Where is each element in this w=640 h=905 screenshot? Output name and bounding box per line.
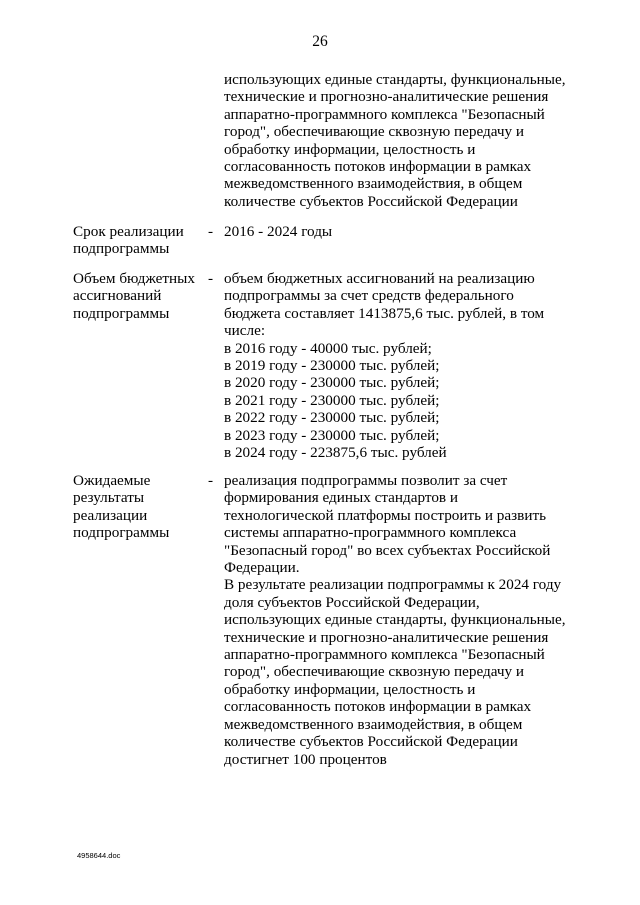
value-line: В результате реализации подпрограммы к 2024 году <box>224 576 562 594</box>
label-line: реализации <box>73 506 148 524</box>
value-line: в 2016 году - 40000 тыс. рублей; <box>224 339 432 357</box>
label-line: Ожидаемые <box>73 472 151 489</box>
value-line: в 2023 году - 230000 тыс. рублей; <box>224 426 440 444</box>
value-line: объем бюджетных ассигнований на реализацию <box>224 270 535 287</box>
text-line: аппаратно-программного комплекса "Безопасный <box>224 105 545 123</box>
value-line: технологической платформы построить и развить <box>224 506 547 524</box>
page-number: 26 <box>312 33 328 50</box>
label-line: подпрограммы <box>73 524 170 542</box>
row-dash: - <box>208 472 214 489</box>
value-line: в 2022 году - 230000 тыс. рублей; <box>224 409 440 427</box>
value-line: в 2020 году - 230000 тыс. рублей; <box>224 374 440 392</box>
value-line: числе: <box>224 322 266 340</box>
label-line: подпрограммы <box>73 304 170 322</box>
value-line: "Безопасный город" во всех субъектах Российской <box>224 541 551 559</box>
value-line: доля субъектов Российской Федерации, <box>224 593 480 611</box>
value-line: реализация подпрограммы позволит за счет <box>224 472 508 489</box>
text-line: обработку информации, целостность и <box>224 140 476 158</box>
value-line: подпрограммы за счет средств федерального <box>224 287 514 305</box>
row-value <box>224 223 584 240</box>
value-line: обработку информации, целостность и <box>224 680 476 698</box>
value-line: технические и прогнозно-аналитические решения <box>224 628 549 646</box>
value-line: количестве субъектов Российской Федерации <box>224 733 518 751</box>
value-line: Федерации. <box>224 559 300 577</box>
value-line: системы аппаратно-программного комплекса <box>224 524 517 542</box>
value-line: достигнет 100 процентов <box>224 750 387 768</box>
value-line: формирования единых стандартов и <box>224 489 459 507</box>
row-label <box>73 270 203 322</box>
value-line: 2016 - 2024 годы <box>224 223 333 240</box>
value-line: аппаратно-программного комплекса "Безопасный <box>224 646 545 664</box>
label-line: ассигнований <box>73 287 162 305</box>
continuation-text <box>224 71 584 210</box>
value-line: в 2019 году - 230000 тыс. рублей; <box>224 357 440 375</box>
value-line: город", обеспечивающие сквозную передачу и <box>224 663 525 681</box>
row-value <box>224 472 584 768</box>
text-line: город", обеспечивающие сквозную передачу и <box>224 123 525 141</box>
document-filename: 4958644.doc <box>77 851 121 860</box>
row-label <box>73 472 203 542</box>
value-line: межведомственного взаимодействия, в общем <box>224 715 523 733</box>
label-line: подпрограммы <box>73 240 170 258</box>
row-label <box>73 223 203 258</box>
label-line: Объем бюджетных <box>73 270 195 287</box>
text-line: технические и прогнозно-аналитические решения <box>224 88 549 106</box>
value-line: в 2021 году - 230000 тыс. рублей; <box>224 391 440 409</box>
row-dash: - <box>208 270 214 287</box>
label-line: результаты <box>73 489 145 507</box>
value-line: в 2024 году - 223875,6 тыс. рублей <box>224 444 447 462</box>
row-dash: - <box>208 223 214 240</box>
value-line: бюджета составляет 1413875,6 тыс. рублей, в том <box>224 304 545 322</box>
text-line: количестве субъектов Российской Федерации <box>224 192 518 210</box>
text-line: согласованность потоков информации в рамках <box>224 158 532 176</box>
value-line: согласованность потоков информации в рамках <box>224 698 532 716</box>
value-line: использующих единые стандарты, функциональные, <box>224 611 566 629</box>
label-line: Срок реализации <box>73 223 184 240</box>
row-value <box>224 270 584 461</box>
text-line: межведомственного взаимодействия, в общем <box>224 175 523 193</box>
text-line: использующих единые стандарты, функциональные, <box>224 71 566 88</box>
